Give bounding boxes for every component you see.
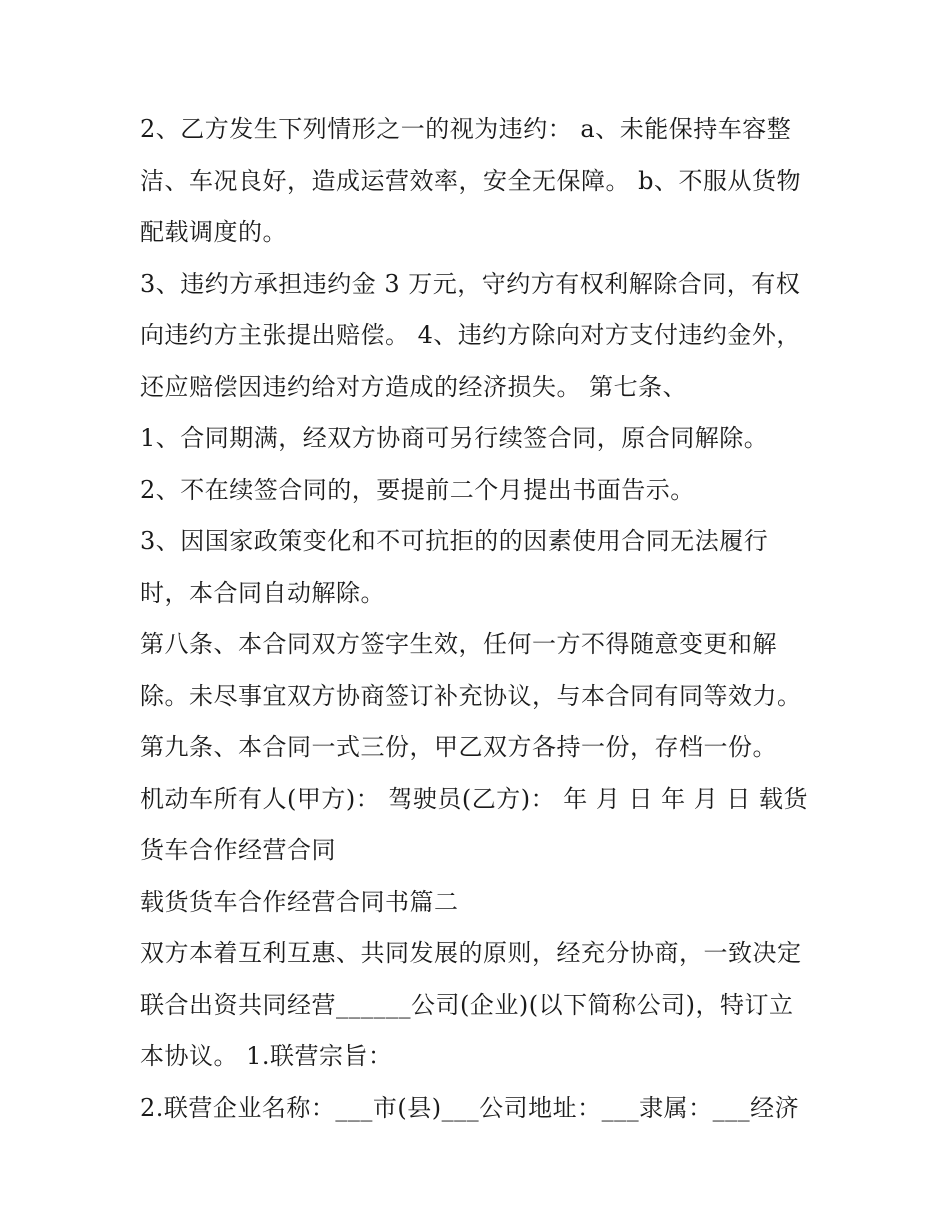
text-line: 第九条、本合同一式三份，甲乙双方各持一份，存档一份。: [140, 733, 777, 761]
text-line: 3、违约方承担违约金 3 万元，守约方有权利解除合同，有权: [140, 269, 801, 298]
text-line: 除。未尽事宜双方协商签订补充协议，与本合同有同等效力。: [140, 681, 802, 710]
text-line: 2.联营企业名称：___市(县)___公司地址：___隶属：___经济: [140, 1093, 800, 1122]
text-line: 3、因国家政策变化和不可抗拒的的因素使用合同无法履行: [140, 527, 769, 555]
section-heading: 载货货车合作经营合同书篇二: [140, 887, 459, 916]
text-line: 配载调度的。: [140, 218, 287, 246]
text-line: 向违约方主张提出赔偿。 4、违约方除向对方支付违约金外，: [140, 321, 801, 349]
text-line: 机动车所有人(甲方)： 驾驶员(乙方)： 年 月 日 年 月 日 载货: [140, 784, 808, 813]
text-line: 第八条、本合同双方签字生效，任何一方不得随意变更和解: [140, 630, 777, 658]
text-line: 洁、车况良好，造成运营效率，安全无保障。 b、不服从货物: [140, 166, 801, 195]
text-line: 2、乙方发生下列情形之一的视为违约： a、未能保持车容整: [140, 115, 792, 143]
document-body: [140, 104, 830, 1134]
text-line: 货车合作经营合同: [140, 836, 336, 864]
text-line: 联合出资共同经营______公司(企业)(以下简称公司)，特订立: [140, 990, 794, 1019]
text-line: 2、不在续签合同的，要提前二个月提出书面告示。: [140, 475, 695, 504]
text-line: 双方本着互利互惠、共同发展的原则，经充分协商，一致决定: [140, 939, 802, 967]
text-line: 本协议。 1.联营宗旨：: [140, 1042, 393, 1070]
text-line: 时，本合同自动解除。: [140, 578, 385, 607]
text-line: 1、合同期满，经双方协商可另行续签合同，原合同解除。: [140, 424, 769, 452]
text-line: 还应赔偿因违约给对方造成的经济损失。 第七条、: [140, 372, 688, 401]
